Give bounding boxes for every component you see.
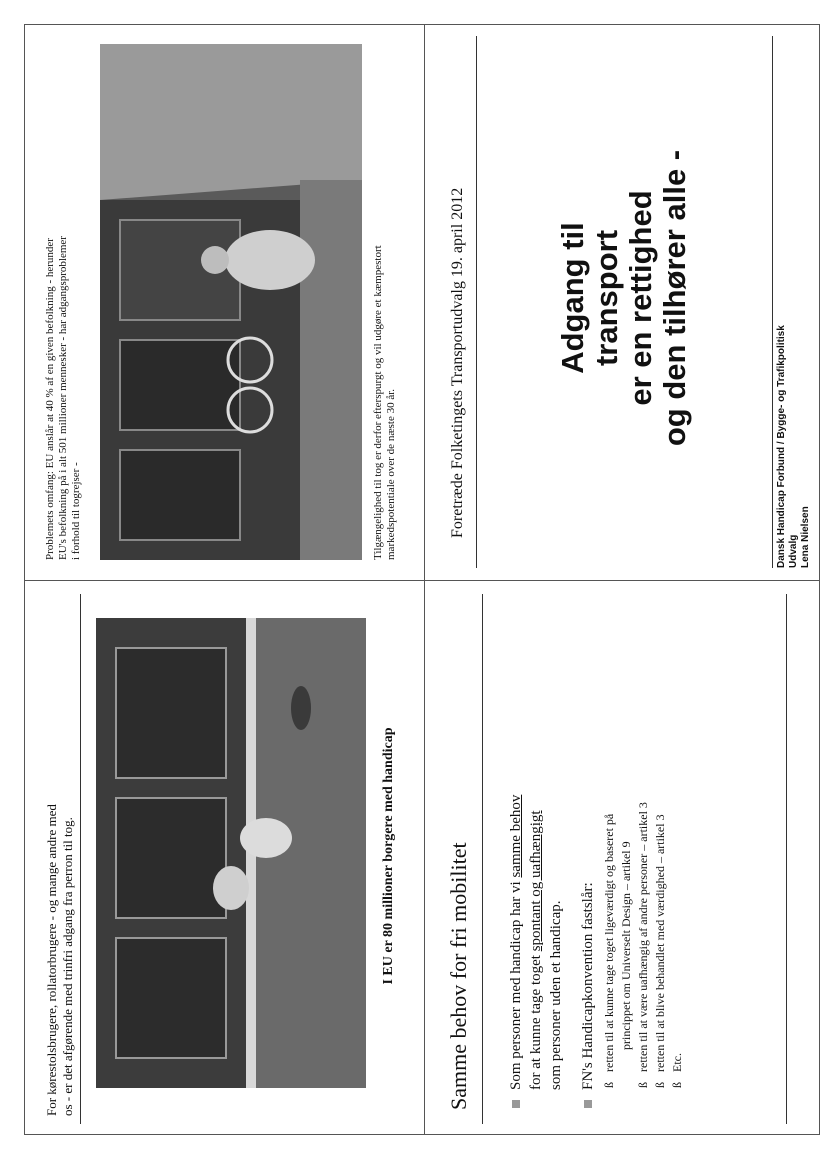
caption-line: i forhold til togrejser - xyxy=(70,462,82,560)
heading-rule xyxy=(482,594,483,1124)
sub-item-continuation: princippet om Universelt Design – artikel 9 xyxy=(619,841,633,1050)
horizontal-divider xyxy=(24,580,820,581)
bullet-text: Som personer med handicap har vi xyxy=(508,877,524,1090)
header-rule xyxy=(476,36,477,568)
footer-rule xyxy=(772,36,773,568)
caption-line: For kørestolsbrugere, rollatorbrugere - og mange andre med xyxy=(44,804,59,1116)
sub-bullet-icon: ß xyxy=(602,1082,616,1088)
caption-line: Tilgængelighed til tog er derfor efterspurgt og vil udgøre et kæmpestort xyxy=(372,245,384,560)
caption-line: EU's befolkning på i alt 501 millioner mennesker - har adgangsproblemer xyxy=(57,236,69,560)
slide-header: Foretræde Folketingets Transportudvalg 19. april 2012 xyxy=(449,187,466,538)
caption-rule xyxy=(80,594,81,1124)
bullet-item xyxy=(578,610,685,1110)
sub-bullet-icon: ß xyxy=(636,1082,650,1088)
slide-step-free-access xyxy=(36,594,414,1124)
title-line: og den tilhører alle - xyxy=(657,149,692,447)
photo-illustration xyxy=(100,44,362,560)
bullet-item xyxy=(506,610,566,1110)
title-line: Adgang til xyxy=(555,222,590,374)
sub-bullet-icon: ß xyxy=(653,1082,667,1088)
slide-title xyxy=(436,36,814,568)
bullet-text: som personer uden et handicap. xyxy=(548,900,564,1090)
slide-main-title xyxy=(556,88,692,508)
square-bullet-icon xyxy=(584,1100,592,1108)
bullet-text: FN's Handicapkonvention fastslår: xyxy=(580,882,596,1090)
author-name: Lena Nielsen xyxy=(800,506,811,568)
caption-line: markedspotentiale over de næste 30 år. xyxy=(385,388,397,560)
sub-item: ß retten til at blive behandlet med værdighed – artikel 3 xyxy=(653,814,667,1088)
organisation-block xyxy=(776,308,812,568)
sub-item: ß retten til at være uafhængig af andre personer – artikel 3 xyxy=(636,802,650,1088)
footer-rule xyxy=(786,594,787,1124)
bullet-text: for at kunne tage toget xyxy=(528,951,544,1090)
square-bullet-icon xyxy=(512,1100,520,1108)
caption-line: Problemets omfang: EU anslår at 40 % af en given befolkning - herunder xyxy=(44,238,56,560)
sub-bullet-icon: ß xyxy=(670,1082,684,1088)
sub-item: ß Etc. xyxy=(670,1053,684,1088)
caption-line: os - er det afgørende med trinfri adgang fra perron til tog. xyxy=(60,817,75,1116)
train-platform-photo xyxy=(100,44,362,560)
organisation-name: Dansk Handicap Forbund / Bygge- og Trafikpolitisk Udvalg xyxy=(776,325,799,568)
caption-bottom: I EU er 80 millioner borgere med handicap xyxy=(381,727,396,985)
sub-list xyxy=(602,610,685,1090)
photo-illustration xyxy=(96,618,366,1088)
title-line: transport xyxy=(589,229,624,367)
title-line: er en rettighed xyxy=(623,190,658,406)
bullet-emphasis: samme behov xyxy=(508,794,524,878)
slide-problem-scope xyxy=(36,36,414,568)
caption-bottom xyxy=(372,40,398,560)
caption-top xyxy=(44,40,83,560)
slide-same-needs xyxy=(436,594,814,1124)
slide-heading: Samme behov for fri mobilitet xyxy=(446,842,471,1110)
bullet-emphasis: spontant og uafhængigt xyxy=(528,810,544,952)
sub-item: ß retten til at kunne tage toget ligeværdigt og baseret på xyxy=(602,813,616,1088)
caption-top xyxy=(44,596,76,1116)
bullet-list xyxy=(506,610,697,1110)
station-platform-photo xyxy=(96,618,366,1088)
